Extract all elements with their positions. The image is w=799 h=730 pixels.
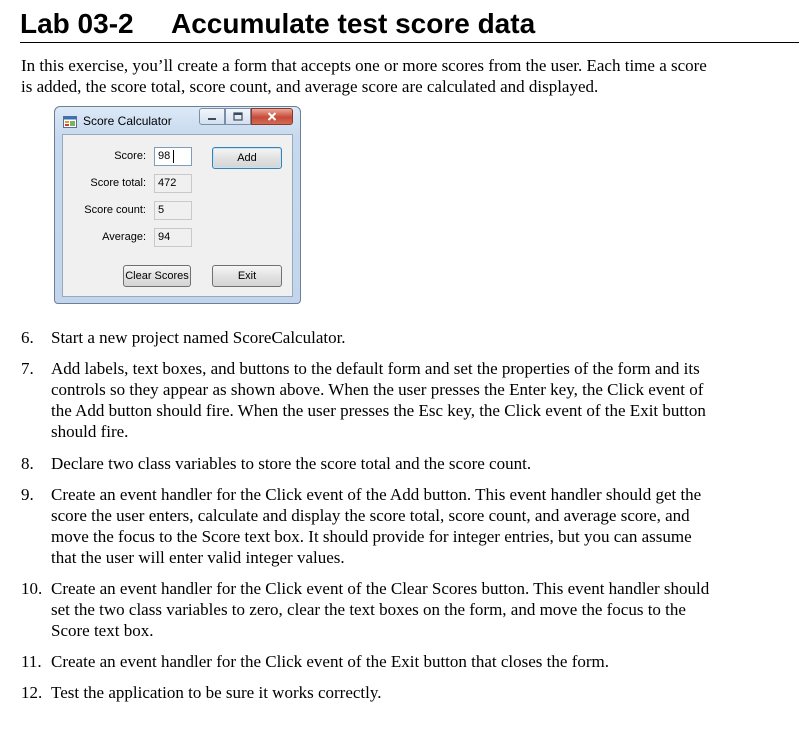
intro-paragraph: In this exercise, you’ll create a form that accepts one or more scores from the user. Each time a score is added, the score total, score count, and average score are calculated and displayed. — [21, 56, 707, 96]
average-label: Average: — [102, 231, 146, 243]
maximize-button[interactable] — [225, 108, 251, 125]
score-calculator-window — [54, 106, 301, 304]
close-icon — [267, 112, 277, 121]
maximize-icon — [233, 112, 243, 121]
form-client-area — [62, 134, 293, 297]
step-number: 6. — [21, 328, 34, 347]
add-button[interactable]: Add — [212, 147, 282, 169]
close-button[interactable] — [251, 108, 293, 125]
score-total-field: 472 — [154, 174, 192, 193]
step-number: 8. — [21, 454, 34, 473]
step-text: Add labels, text boxes, and buttons to the default form and set the properties of the form and its controls so they appear as shown above. When the user presses the Enter key, the Click event of the Add button should fire. When the user presses the Esc key, the Click event of the Exit button should fire. — [51, 359, 706, 441]
score-label: Score: — [114, 150, 146, 162]
score-input[interactable]: 98 — [154, 147, 192, 166]
step-text: Create an event handler for the Click event of the Exit button that closes the form. — [51, 652, 609, 671]
step-number: 10. — [21, 579, 43, 598]
lab-heading — [20, 6, 799, 43]
step-text: Create an event handler for the Click event of the Add button. This event handler should get the score the user enters, calculate and display the score total, score count, and average score, and move the focus to the Score text box. It should provide for integer entries, but you can assume that the user will enter valid integer values. — [51, 485, 702, 567]
score-count-field: 5 — [154, 201, 192, 220]
window-title: Score Calculator — [83, 114, 172, 128]
step-text: Create an event handler for the Click event of the Clear Scores button. This event handler should set the two class variables to zero, clear the text boxes on the form, and move the focus to the Score text box. — [51, 579, 710, 640]
step-text: Declare two class variables to store the score total and the score count. — [51, 454, 532, 473]
lab-number: Lab 03-2 — [20, 8, 134, 39]
step-number: 7. — [21, 359, 34, 378]
score-total-label: Score total: — [90, 177, 146, 189]
form-app-icon — [63, 115, 77, 129]
clear-scores-button[interactable]: Clear Scores — [123, 265, 191, 287]
exit-button[interactable]: Exit — [212, 265, 282, 287]
average-field: 94 — [154, 228, 192, 247]
minimize-button[interactable] — [199, 108, 225, 125]
step-number: 11. — [21, 652, 42, 671]
step-text: Start a new project named ScoreCalculator. — [51, 328, 346, 347]
step-number: 12. — [21, 683, 43, 702]
step-number: 9. — [21, 485, 34, 504]
window-controls — [199, 108, 293, 126]
score-count-label: Score count: — [84, 204, 146, 216]
lab-title: Accumulate test score data — [171, 8, 536, 39]
minimize-icon — [207, 113, 217, 121]
step-text: Test the application to be sure it works correctly. — [51, 683, 382, 702]
